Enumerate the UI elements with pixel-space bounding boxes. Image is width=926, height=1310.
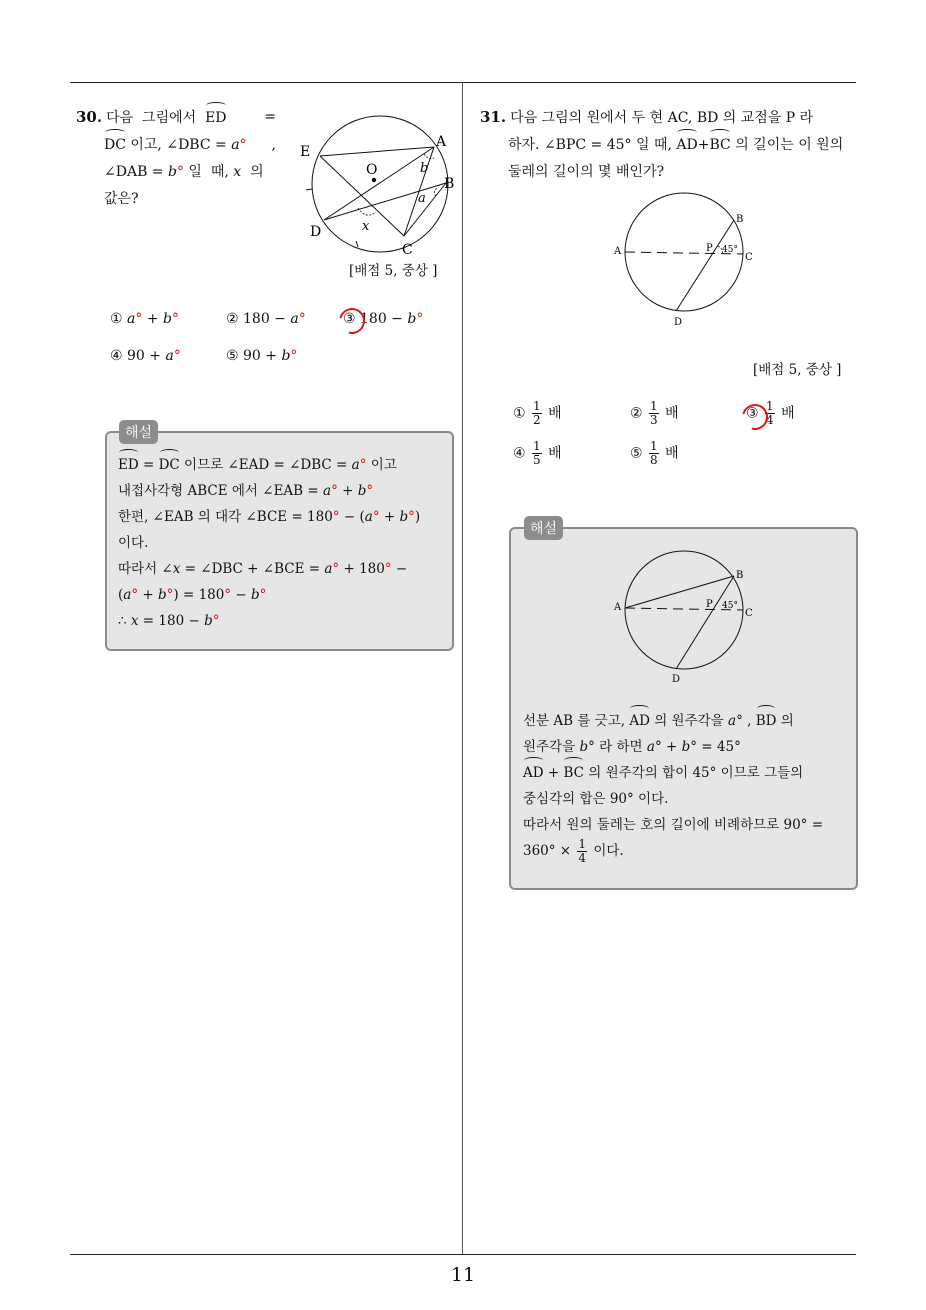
label-45: 45°	[722, 601, 738, 611]
chord-EA	[320, 147, 434, 156]
label-D: D	[672, 674, 681, 685]
chord-BD	[676, 576, 734, 669]
q30-answer-mark	[334, 303, 370, 339]
q30-choice-1[interactable]: ① a° + b°	[110, 311, 179, 327]
label-C: C	[402, 242, 413, 258]
q31-sol-line-1: 선분 AB 를 긋고, AD 의 원주각을 a° , BD 의	[523, 708, 853, 734]
q30-sol-line-7: ∴ x = 180 − b°	[118, 613, 220, 629]
label-B: B	[736, 570, 744, 581]
q31-line-2: 하자. ∠BPC = 45° 일 때, AD+BC 의 길이는 이 원의	[480, 132, 860, 159]
label-D: D	[674, 317, 683, 328]
q30-choice-2[interactable]: ② 180 − a°	[226, 311, 306, 327]
q31-difficulty: [배점 5, 중상 ]	[753, 362, 842, 378]
q31-choice-1[interactable]: ① $\frac{1}{2}$ 배	[513, 399, 562, 427]
label-D: D	[310, 224, 322, 240]
q31-number: 31.	[480, 108, 507, 126]
q31-solution-label: 해설	[524, 516, 563, 540]
q30-sol-line-3: 한편, ∠EAB 의 대각 ∠BCE = 180° − (a° + b°)	[118, 509, 421, 525]
center-dot	[372, 178, 376, 182]
q30-sol-line-4: 이다.	[118, 535, 149, 551]
chord-DB	[324, 183, 446, 220]
page-number: 11	[450, 1264, 476, 1286]
q30-sol-line-1: ED = DC 이므로 ∠EAD = ∠DBC = a° 이고	[118, 452, 448, 478]
bottom-rule	[70, 1254, 856, 1255]
q30-choice-5[interactable]: ⑤ 90 + b°	[226, 348, 298, 364]
q31-figure	[606, 190, 766, 330]
q30-solution-label: 해설	[119, 420, 158, 444]
q31-choice-5[interactable]: ⑤ $\frac{1}{8}$ 배	[630, 439, 679, 467]
q31-sol-line-2: 원주각을 b° 라 하면 a° + b° = 45°	[523, 739, 741, 755]
q30-number: 30.	[76, 108, 103, 126]
q31-sol-line-3: AD + BC 의 원주각의 합이 45° 이므로 그들의	[523, 760, 853, 786]
q30-line-2: DC 이고, ∠DBC = a° ,	[76, 132, 276, 159]
label-A: A	[614, 602, 622, 613]
label-O: O	[366, 162, 378, 178]
q30-line-4: 값은?	[104, 191, 139, 207]
q30-difficulty: [배점 5, 중상 ]	[349, 263, 438, 279]
label-P: P	[706, 243, 713, 254]
label-b: b	[420, 161, 429, 176]
q30-sol-line-6: (a° + b°) = 180° − b°	[118, 587, 267, 603]
q31-sol-line-5: 따라서 원의 둘레는 호의 길이에 비례하므로 90° =	[523, 817, 824, 833]
chord-AD	[324, 147, 434, 220]
label-C: C	[745, 608, 753, 619]
label-P: P	[706, 599, 713, 610]
top-rule	[70, 82, 856, 83]
q31-line-3: 둘레의 길이의 몇 배인가?	[508, 164, 665, 180]
q31-choice-3[interactable]: ③ $\frac{1}{4}$ 배	[746, 399, 795, 427]
label-x: x	[362, 219, 370, 234]
q30-line-1: 30. 다음 그림에서 ED =	[76, 104, 276, 132]
q30-line-3: ∠DAB = b° 일 때, x 의	[104, 164, 264, 180]
q30-choice-4[interactable]: ④ 90 + a°	[110, 348, 181, 364]
column-divider	[462, 83, 463, 1254]
q30-choice-3[interactable]: ③ 180 − b°	[343, 311, 424, 327]
label-B: B	[736, 214, 744, 225]
q31-sol-line-6: 360° × $\frac{1}{4}$ 이다.	[523, 837, 624, 865]
q31-sol-line-4: 중심각의 합은 90° 이다.	[523, 791, 669, 807]
q31-solution-figure	[606, 548, 766, 688]
label-A: A	[614, 246, 622, 257]
label-45: 45°	[722, 245, 738, 255]
chord-BD	[676, 220, 734, 311]
label-B: B	[444, 176, 455, 192]
q30-solution	[118, 452, 448, 634]
q31-choice-4[interactable]: ④ $\frac{1}{5}$ 배	[513, 439, 562, 467]
label-a: a	[418, 191, 426, 206]
q31-line-1: 31. 다음 그림의 원에서 두 현 AC, BD 의 교점을 P 라	[480, 108, 814, 126]
q30-sol-line-2: 내접사각형 ABCE 에서 ∠EAB = a° + b°	[118, 483, 374, 499]
q31-choice-2[interactable]: ② $\frac{1}{3}$ 배	[630, 399, 679, 427]
question-31	[480, 104, 860, 186]
question-30	[76, 104, 276, 213]
q30-figure	[296, 108, 466, 258]
label-E: E	[300, 144, 311, 160]
q30-sol-line-5: 따라서 ∠x = ∠DBC + ∠BCE = a° + 180° −	[118, 561, 408, 577]
segment-AB	[625, 576, 734, 608]
q31-solution	[523, 708, 853, 865]
label-A: A	[436, 134, 447, 150]
label-C: C	[745, 252, 753, 263]
